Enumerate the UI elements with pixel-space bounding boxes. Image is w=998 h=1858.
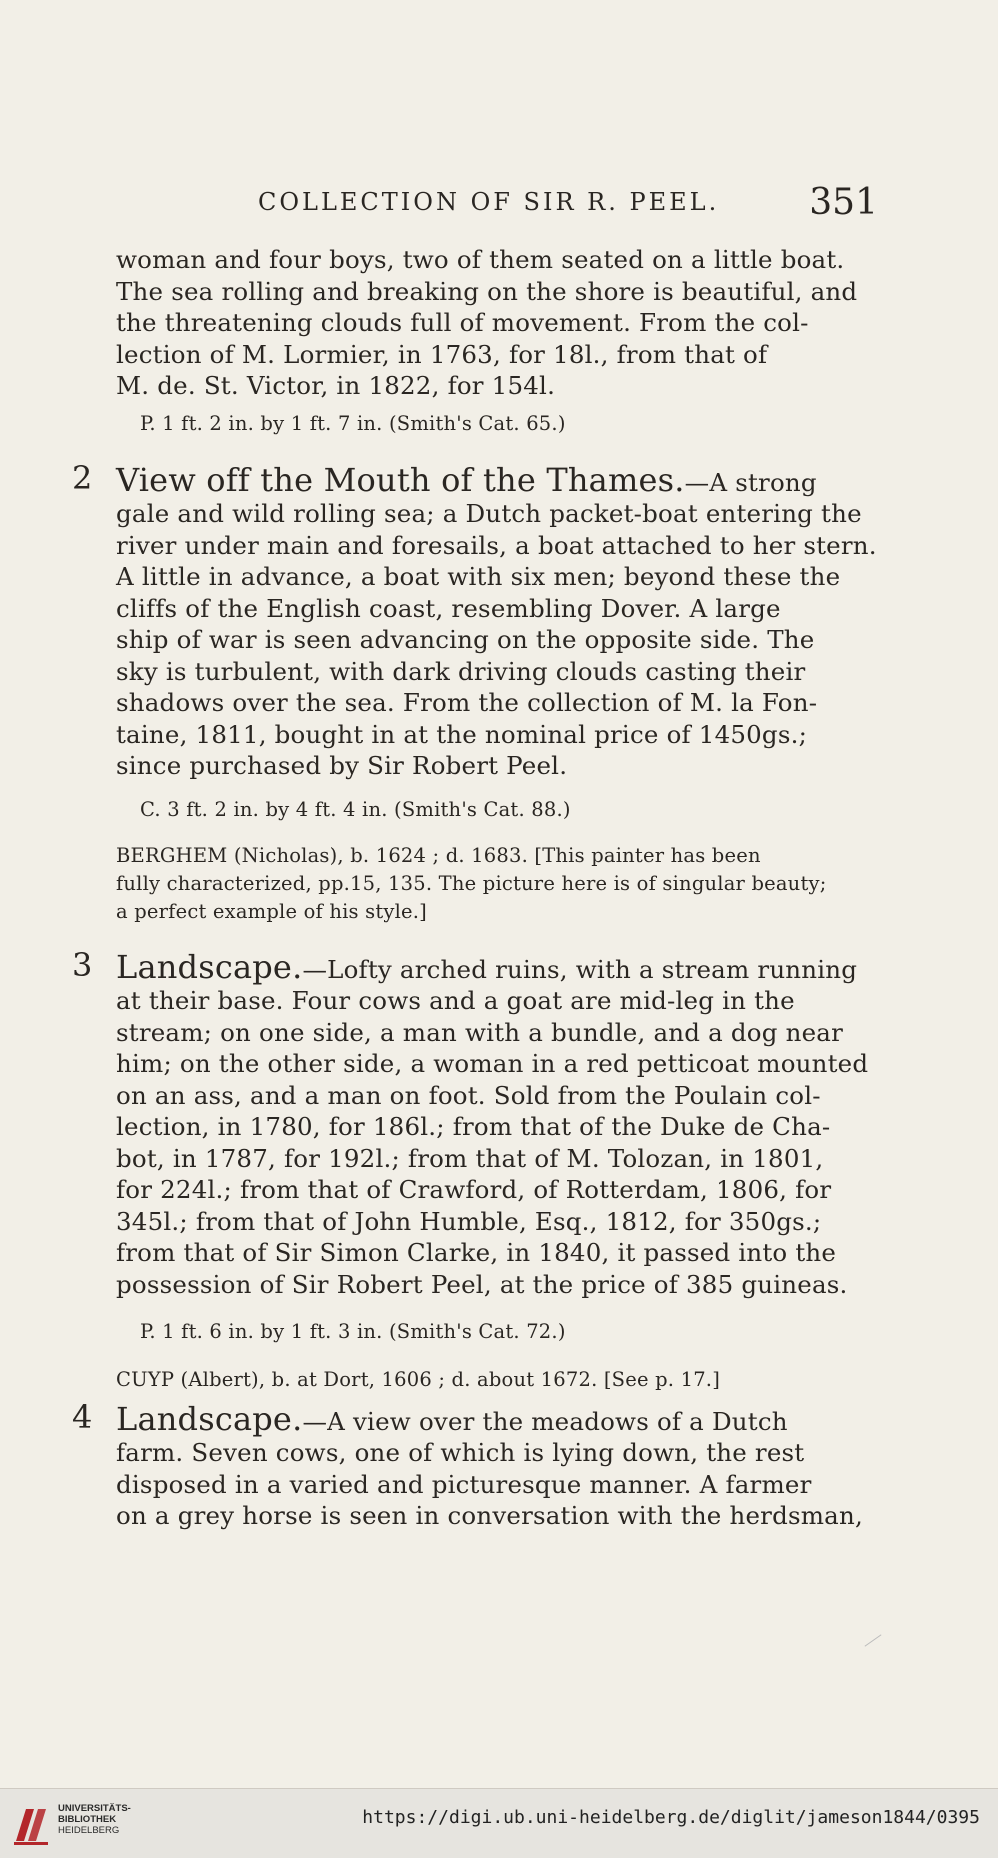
dimensions-line: P. 1 ft. 2 in. by 1 ft. 7 in. (Smith's Cat. 65.) <box>140 412 566 435</box>
viewer-footer <box>0 1788 998 1858</box>
library-name: UNIVERSITÄTS- BIBLIOTHEK HEIDELBERG <box>58 1803 131 1836</box>
text-line: 345l.; from that of John Humble, Esq., 1812, for 350gs.; <box>116 1206 822 1236</box>
text-line: lection, in 1780, for 186l.; from that of the Duke de Cha- <box>116 1112 831 1141</box>
text-line: since purchased by Sir Robert Peel. <box>116 751 568 780</box>
text-line: him; on the other side, a woman in a red petticoat mounted <box>116 1049 869 1078</box>
text-line: A little in advance, a boat with six men; beyond these the <box>116 562 841 591</box>
text-line: from that of Sir Simon Clarke, in 1840, it passed into the <box>116 1238 837 1267</box>
page-header <box>258 182 878 226</box>
entry-number: 3 <box>72 946 93 984</box>
text-line: —Lofty arched ruins, with a stream running <box>302 955 858 984</box>
text-line: gale and wild rolling sea; a Dutch packet-boat entering the <box>116 499 862 528</box>
text-line: woman and four boys, two of them seated on a little boat. <box>116 245 845 274</box>
text-line: on a grey horse is seen in conversation with the herdsman, <box>116 1501 863 1530</box>
text-line: sky is turbulent, with dark driving clouds casting their <box>116 656 806 686</box>
artist-note-cuyp: CUYP (Albert), b. at Dort, 1606 ; d. about 1672. [See p. 17.] <box>116 1368 721 1391</box>
text-line: bot, in 1787, for 192l.; from that of M. Tolozan, in 1801, <box>116 1143 824 1173</box>
text-line: —A strong <box>684 468 817 497</box>
text-line: ship of war is seen advancing on the opposite side. The <box>116 625 815 654</box>
text-line: at their base. Four cows and a goat are mid-leg in the <box>116 986 795 1015</box>
entry-2 <box>116 462 878 782</box>
text-line: lection of M. Lormier, in 1763, for 18l., from that of <box>116 339 768 369</box>
text-line: stream; on one side, a man with a bundle, and a dog near <box>116 1017 844 1047</box>
text-line: M. de. St. Victor, in 1822, for 154l. <box>116 371 556 400</box>
entry-number: 2 <box>72 459 93 497</box>
running-title: COLLECTION OF SIR R. PEEL. <box>258 188 720 216</box>
text-line: The sea rolling and breaking on the shore is beautiful, and <box>116 276 858 306</box>
page-number: 351 <box>809 182 878 223</box>
text-line: on an ass, and a man on foot. Sold from the Poulain col- <box>116 1080 821 1110</box>
text-line: shadows over the sea. From the collection of M. la Fon- <box>116 688 818 717</box>
entry-title: Landscape. <box>116 1400 303 1438</box>
text-line: the threatening clouds full of movement. From the col- <box>116 308 809 337</box>
permalink-url[interactable]: https://digi.ub.uni-heidelberg.de/diglit/jameson1844/0395 <box>362 1807 980 1828</box>
text-line: —A view over the meadows of a Dutch <box>302 1407 788 1436</box>
text-line: disposed in a varied and picturesque manner. A farmer <box>116 1469 812 1499</box>
entry-title: View off the Mouth of the Thames. <box>116 461 685 499</box>
text-line: for 224l.; from that of Crawford, of Rotterdam, 1806, for <box>116 1175 832 1204</box>
entry-3 <box>116 949 878 1300</box>
entry-number: 4 <box>72 1398 93 1436</box>
page-mark <box>865 1634 882 1646</box>
dimensions-line: C. 3 ft. 2 in. by 4 ft. 4 in. (Smith's Cat. 88.) <box>140 798 571 821</box>
text-line: possession of Sir Robert Peel, at the price of 385 guineas. <box>116 1269 848 1299</box>
university-logo-icon <box>12 1801 52 1847</box>
text-line: cliffs of the English coast, resembling Dover. A large <box>116 593 781 623</box>
dimensions-line: P. 1 ft. 6 in. by 1 ft. 3 in. (Smith's Cat. 72.) <box>140 1320 566 1343</box>
entry-title: Landscape. <box>116 948 303 986</box>
continuation-paragraph <box>116 244 878 402</box>
text-line: farm. Seven cows, one of which is lying down, the rest <box>116 1438 805 1467</box>
artist-note-berghem: BERGHEM (Nicholas), b. 1624 ; d. 1683. [This painter has been fully characterized, pp.15, 135. The picture here is of singular beauty; a perfect example of his style.] <box>116 844 827 923</box>
entry-4 <box>116 1401 878 1532</box>
text-line: river under main and foresails, a boat attached to her stern. <box>116 530 877 560</box>
text-line: taine, 1811, bought in at the nominal price of 1450gs.; <box>116 719 808 749</box>
